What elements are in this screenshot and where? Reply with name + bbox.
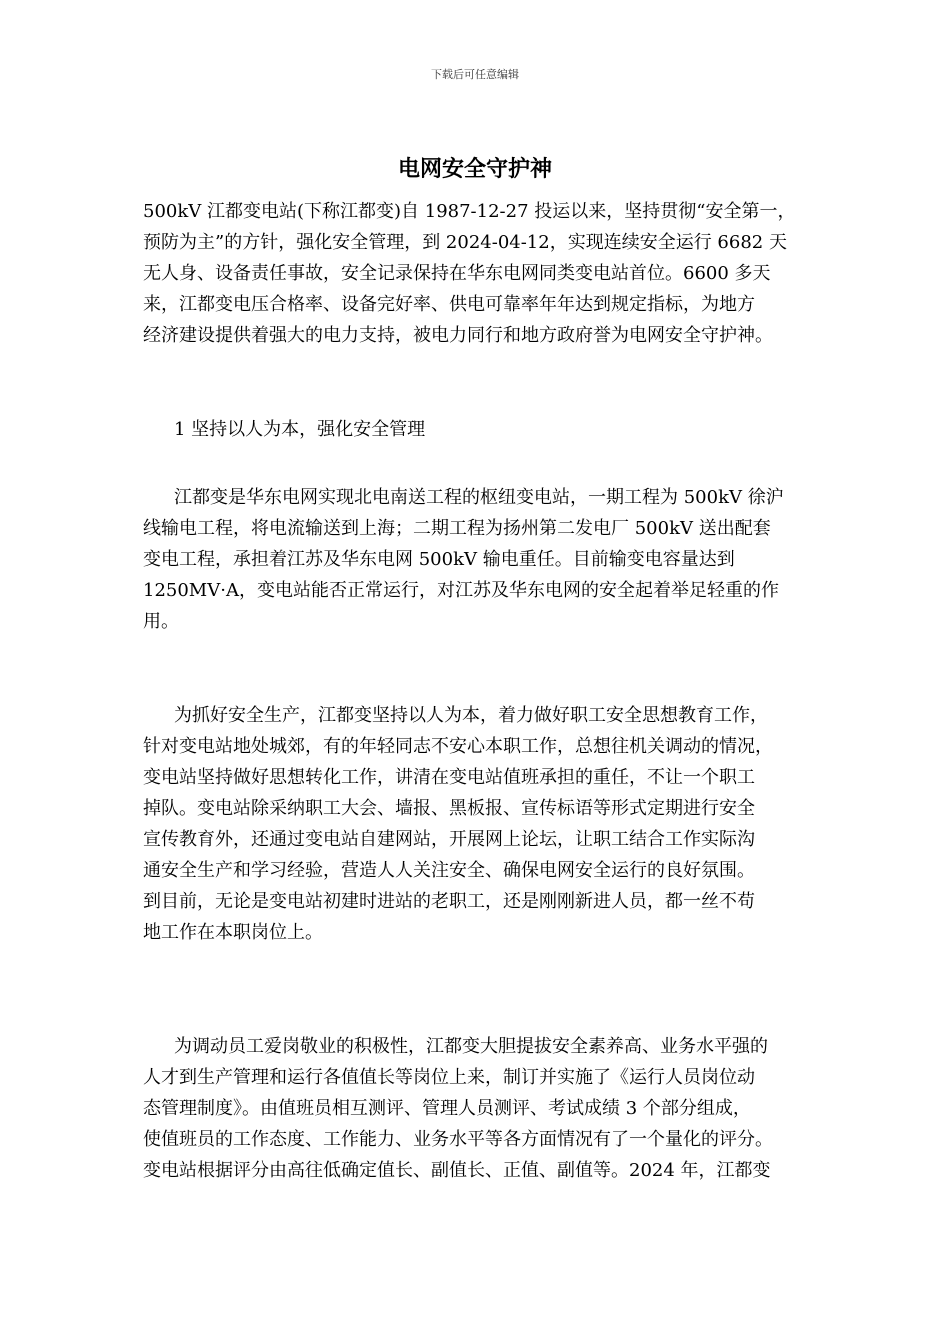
paragraph-line: 宣传教育外，还通过变电站自建网站，开展网上论坛，让职工结合工作实际沟 [143, 829, 755, 850]
document-title: 电网安全守护神 [397, 157, 552, 182]
paragraph-line: 经济建设提供着强大的电力支持，被电力同行和地方政府誉为电网安全守护神。 [143, 325, 773, 346]
paragraph-line: 到目前，无论是变电站初建时进站的老职工，还是刚刚新进人员，都一丝不苟 [143, 891, 755, 912]
paragraph-line: 用。 [143, 611, 179, 632]
paragraph-line: 为调动员工爱岗敬业的积极性，江都变大胆提拔安全素养高、业务水平强的 [174, 1036, 768, 1057]
paragraph-line: 变电站根据评分由高往低确定值长、副值长、正值、副值等。2024 年，江都变 [143, 1160, 771, 1181]
paragraph-line: 针对变电站地处城郊，有的年轻同志不安心本职工作，总想往机关调动的情况， [143, 736, 773, 757]
section-heading-text: 1 坚持以人为本，强化安全管理 [174, 419, 426, 440]
paragraph-line: 掉队。变电站除采纳职工大会、墙报、黑板报、宣传标语等形式定期进行安全 [143, 798, 755, 819]
paragraph-line: 500kV 江都变电站(下称江都变)自 1987-12-27 投运以来，坚持贯彻“安全第一， [143, 201, 796, 222]
paragraph-line: 无人身、设备责任事故，安全记录保持在华东电网同类变电站首位。6600 多天 [143, 263, 771, 284]
paragraph-line: 变电站坚持做好思想转化工作，讲清在变电站值班承担的重任，不让一个职工 [143, 767, 755, 788]
paragraph-line: 变电工程，承担着江苏及华东电网 500kV 输电重任。目前输变电容量达到 [143, 549, 735, 570]
paragraph-hub [143, 482, 823, 637]
paragraph-education [143, 700, 823, 948]
paragraph-line: 来，江都变电压合格率、设备完好率、供电可靠率年年达到规定指标，为地方 [143, 294, 755, 315]
header-note: 下载后可任意编辑 [431, 68, 519, 81]
paragraph-management [143, 1031, 823, 1186]
paragraph-line: 人才到生产管理和运行各值值长等岗位上来，制订并实施了《运行人员岗位动 [143, 1067, 755, 1088]
paragraph-line: 地工作在本职岗位上。 [143, 922, 323, 943]
paragraph-line: 通安全生产和学习经验，营造人人关注安全、确保电网安全运行的良好氛围。 [143, 860, 755, 881]
paragraph-line: 为抓好安全生产，江都变坚持以人为本，着力做好职工安全思想教育工作， [174, 705, 768, 726]
paragraph-line: 线输电工程，将电流输送到上海；二期工程为扬州第二发电厂 500kV 送出配套 [143, 518, 771, 539]
paragraph-line: 江都变是华东电网实现北电南送工程的枢纽变电站，一期工程为 500kV 徐沪 [174, 487, 784, 508]
paragraph-line: 使值班员的工作态度、工作能力、业务水平等各方面情况有了一个量化的评分。 [143, 1129, 773, 1150]
section-heading [143, 414, 823, 445]
paragraph-line: 态管理制度》。由值班员相互测评、管理人员测评、考试成绩 3 个部分组成， [143, 1098, 751, 1119]
paragraph-line: 1250MV·A，变电站能否正常运行，对江苏及华东电网的安全起着举足轻重的作 [143, 580, 779, 601]
paragraph-line: 预防为主”的方针，强化安全管理，到 2024-04-12，实现连续安全运行 6682 天 [143, 232, 787, 253]
paragraph-intro [143, 196, 823, 351]
